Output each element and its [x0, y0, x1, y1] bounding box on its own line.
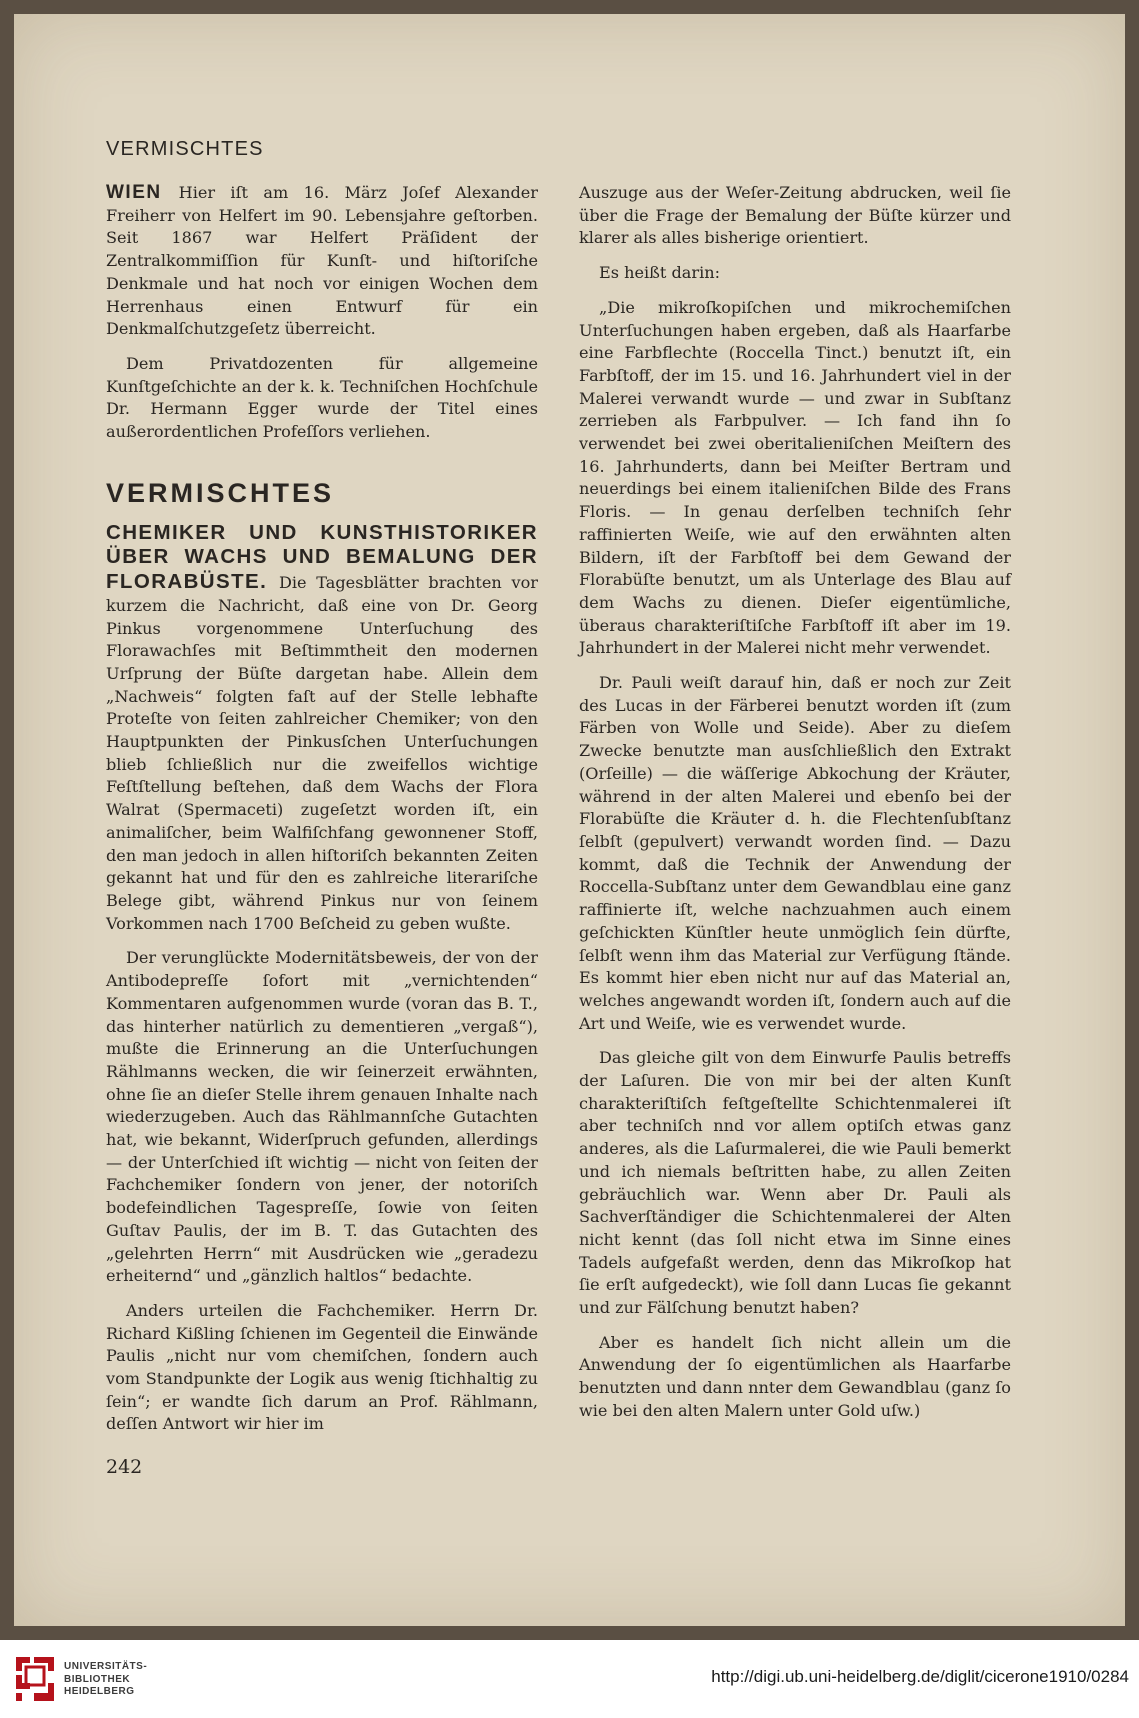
article-p1-text: Die Tagesblätter brachten vor kurzem die Nachricht, daß eine von Dr. Georg Pinkus vorgenommene Unterſuchung des Florawachſes mit Beſtimmtheit den modernen Urſprung der Büſte dargetan habe. Allein dem „Nachweis“ folgten faſt auf der Stelle lebhafte Proteſte von ſeiten zahlreicher Chemiker; von den Hauptpunkten der Pinkusſchen Unterſuchungen blieb ſchließlich nur die zweifellos wichtige Feſtſtellung beſtehen, daß dem Wachs der Flora Walrat (Spermaceti) zugeſetzt worden iſt, ein animaliſcher, beim Walfiſchfang gewonnener Stoff, den man jedoch in allen hiſtoriſch bekannten Zeiten gekannt hat und für den es zahlreiche literariſche Belege gibt, während Pinkus nur von ſeinem Vorkommen nach 1700 Beſcheid zu geben wußte. [106, 573, 538, 933]
right-paragraph-4: Dr. Pauli weiſt darauf hin, daß er noch zur Zeit des Lucas in der Färberei benutzt worden iſt (zum Färben von Wolle und Seide). Aber zu dieſem Zwecke benutzte man ausſchließlich den Extrakt (Orſeille) — die wäſſerige Abkochung der Kräuter, während in der alten Malerei und ebenſo bei der Florabüſte die Kräuter d. h. die Flechtenſubſtanz ſelbſt (gepulvert) verwandt worden ſind. — Dazu kommt, daß die Technik der Anwendung der Roccella-Subſtanz unter dem Gewandblau eine ganz raffinierte iſt, welche nachzuahmen auch einem geſchickten Künſtler heute unmöglich ſein dürfte, ſelbſt wenn ihm das Material zur Verfügung ſtände. Es kommt hier eben nicht nur auf das Material an, welches angewandt worden iſt, ſondern auch auf die Art und Weiſe, wie es verwendet wurde. [579, 673, 1011, 1033]
scanned-page [14, 14, 1125, 1626]
library-name-line-2: BIBLIOTHEK [64, 1673, 131, 1685]
article-paragraph-2: Der verunglückte Modernitätsbeweis, der von der Antibodepreſſe ſofort mit „vernichtenden“ Kommentaren aufgenommen wurde (voran das B. T., das hinterher natürlich zu dementieren „vergaß“), mußte die Erinnerung an die Unterſuchungen Rählmanns wecken, die wir ſeinerzeit erwähnten, ohne ſie an dieſer Stelle ihrem genauen Inhalte nach wiederzugeben. Auch das Rählmannſche Gutachten hat, wie bekannt, Widerſpruch gefunden, allerdings — der Unterſchied iſt wichtig — nicht von ſeiten der Fachchemiker ſondern von jener, der notoriſch bodefeindlichen Tagespreſſe, ſowie von ſeiten Guſtav Paulis, der im B. T. das Gutachten des „gelehrten Herrn“ mit Ausdrücken wie „geradezu erheiternd“ und „gänzlich haltlos“ bedachte. [106, 948, 538, 1286]
wien-paragraph [106, 182, 538, 341]
left-column [106, 182, 538, 1448]
right-paragraph-1: Auszuge aus der Weſer-Zeitung abdrucken, weil ſie über die Frage der Bemalung der Büſte kürzer und klarer als alles bisherige orientiert. [579, 183, 1011, 248]
privatdozent-paragraph: Dem Privatdozenten für allgemeine Kunſtgeſchichte an der k. k. Techniſchen Hochſchule Dr. Hermann Egger wurde der Titel eines außerordentlichen Profeſſors verliehen. [106, 353, 538, 442]
right-paragraph-6: Aber es handelt ſich nicht allein um die Anwendung der ſo eigentümlichen als Haarfarbe benutzten und dann nnter dem Gewandblau (ganz ſo wie bei den alten Malern unter Gold uſw.) [579, 1332, 1011, 1420]
right-paragraph-5: Das gleiche gilt von dem Einwurfe Paulis betreffs der Laſuren. Die von mir bei der alten Kunſt charakteriſtiſch feſtgeſtellte Schichtenmalerei iſt aber techniſch nnd vor allem optiſch etwas ganz anderes, als die Laſurmalerei, die wie Pauli bemerkt und ich niemals beſtritten habe, zu allen Zeiten gebräuchlich war. Wenn aber Dr. Pauli als Sachverſtändiger die Schichtenmalerei der Alten nicht kennt (das ſoll nicht etwa im Sinne eines Tadels aufgefaßt werden, denn das Mikroſkop hat ſie erſt aufgedeckt), wie ſoll dann Lucas ſie gekannt und zur Fälſchung benutzt haben? [579, 1048, 1011, 1318]
right-paragraph-2: Es heißt darin: [599, 263, 721, 283]
right-column [579, 182, 1011, 1435]
wien-lead: WIEN [106, 182, 179, 203]
right-paragraph-3: „Die mikroſkopiſchen und mikrochemiſchen Unterſuchungen haben ergeben, daß als Haarfarbe eine Farbflechte (Roccella Tinct.) benutzt iſt, ein Farbſtoff, der im 15. und 16. Jahrhundert viel in der Malerei verwandt wurde — und zwar in Subſtanz zerrieben als Farbpulver. — Ich fand ihn ſo verwendet bei zwei oberitalieniſchen Meiſtern des 16. Jahrhunderts, dann bei Meiſter Bertram und neuerdings bei einem italieniſchen Bilde des Frans Floris. — In genau derſelben techniſch ſehr raffinierten Weiſe, wie auf den erwähnten alten Bildern, iſt der Farbſtoff bei dem Gewand der Florabüſte benutzt, um als Unterlage des Blau auf dem Wachs zu dienen. Dieſer eigentümliche, überaus charakteriſtiſche Farbſtoff iſt aber im 19. Jahrhundert in der Malerei nicht mehr verwendet. [579, 297, 1011, 658]
library-name-line-3: HEIDELBERG [64, 1686, 135, 1697]
article-paragraph-1 [106, 521, 538, 936]
library-footer [0, 1640, 1139, 1718]
running-head: VERMISCHTES [106, 138, 264, 160]
article-headline: CHEMIKER UND KUNSTHISTORIKER ÜBER WACHS UND BEMALUNG DER FLORABÜSTE. [106, 520, 538, 594]
permalink-url[interactable]: http://digi.ub.uni-heidelberg.de/diglit/cicerone1910/0284 [711, 1667, 1129, 1686]
page-number: 242 [106, 1456, 143, 1478]
wien-text: Hier iſt am 16. März Joſef Alexander Freiherr von Helfert im 90. Lebensjahre geſtorben. Seit 1867 war Helfert Präſident der Zentralkommiſſion für Kunſt- und hiſtoriſche Denkmale und hat noch vor einigen Wochen dem Herrenhaus einen Entwurf für ein Denkmalſchutzgeſetz überreicht. [106, 183, 538, 339]
heidelberg-university-library-logo-icon[interactable] [12, 1653, 58, 1705]
article-paragraph-3: Anders urteilen die Fachchemiker. Herrn Dr. Richard Kißling ſchienen im Gegenteil die Einwände Paulis „nicht nur vom chemiſchen, ſondern auch vom Standpunkte der Logik aus wenig ſtichhaltig zu ſein“; er wandte ſich darum an Prof. Rählmann, deſſen Antwort wir hier im [106, 1300, 538, 1434]
section-title: VERMISCHTES [106, 477, 335, 508]
library-name-line-1: UNIVERSITÄTS- [64, 1661, 148, 1672]
library-name [64, 1661, 147, 1699]
